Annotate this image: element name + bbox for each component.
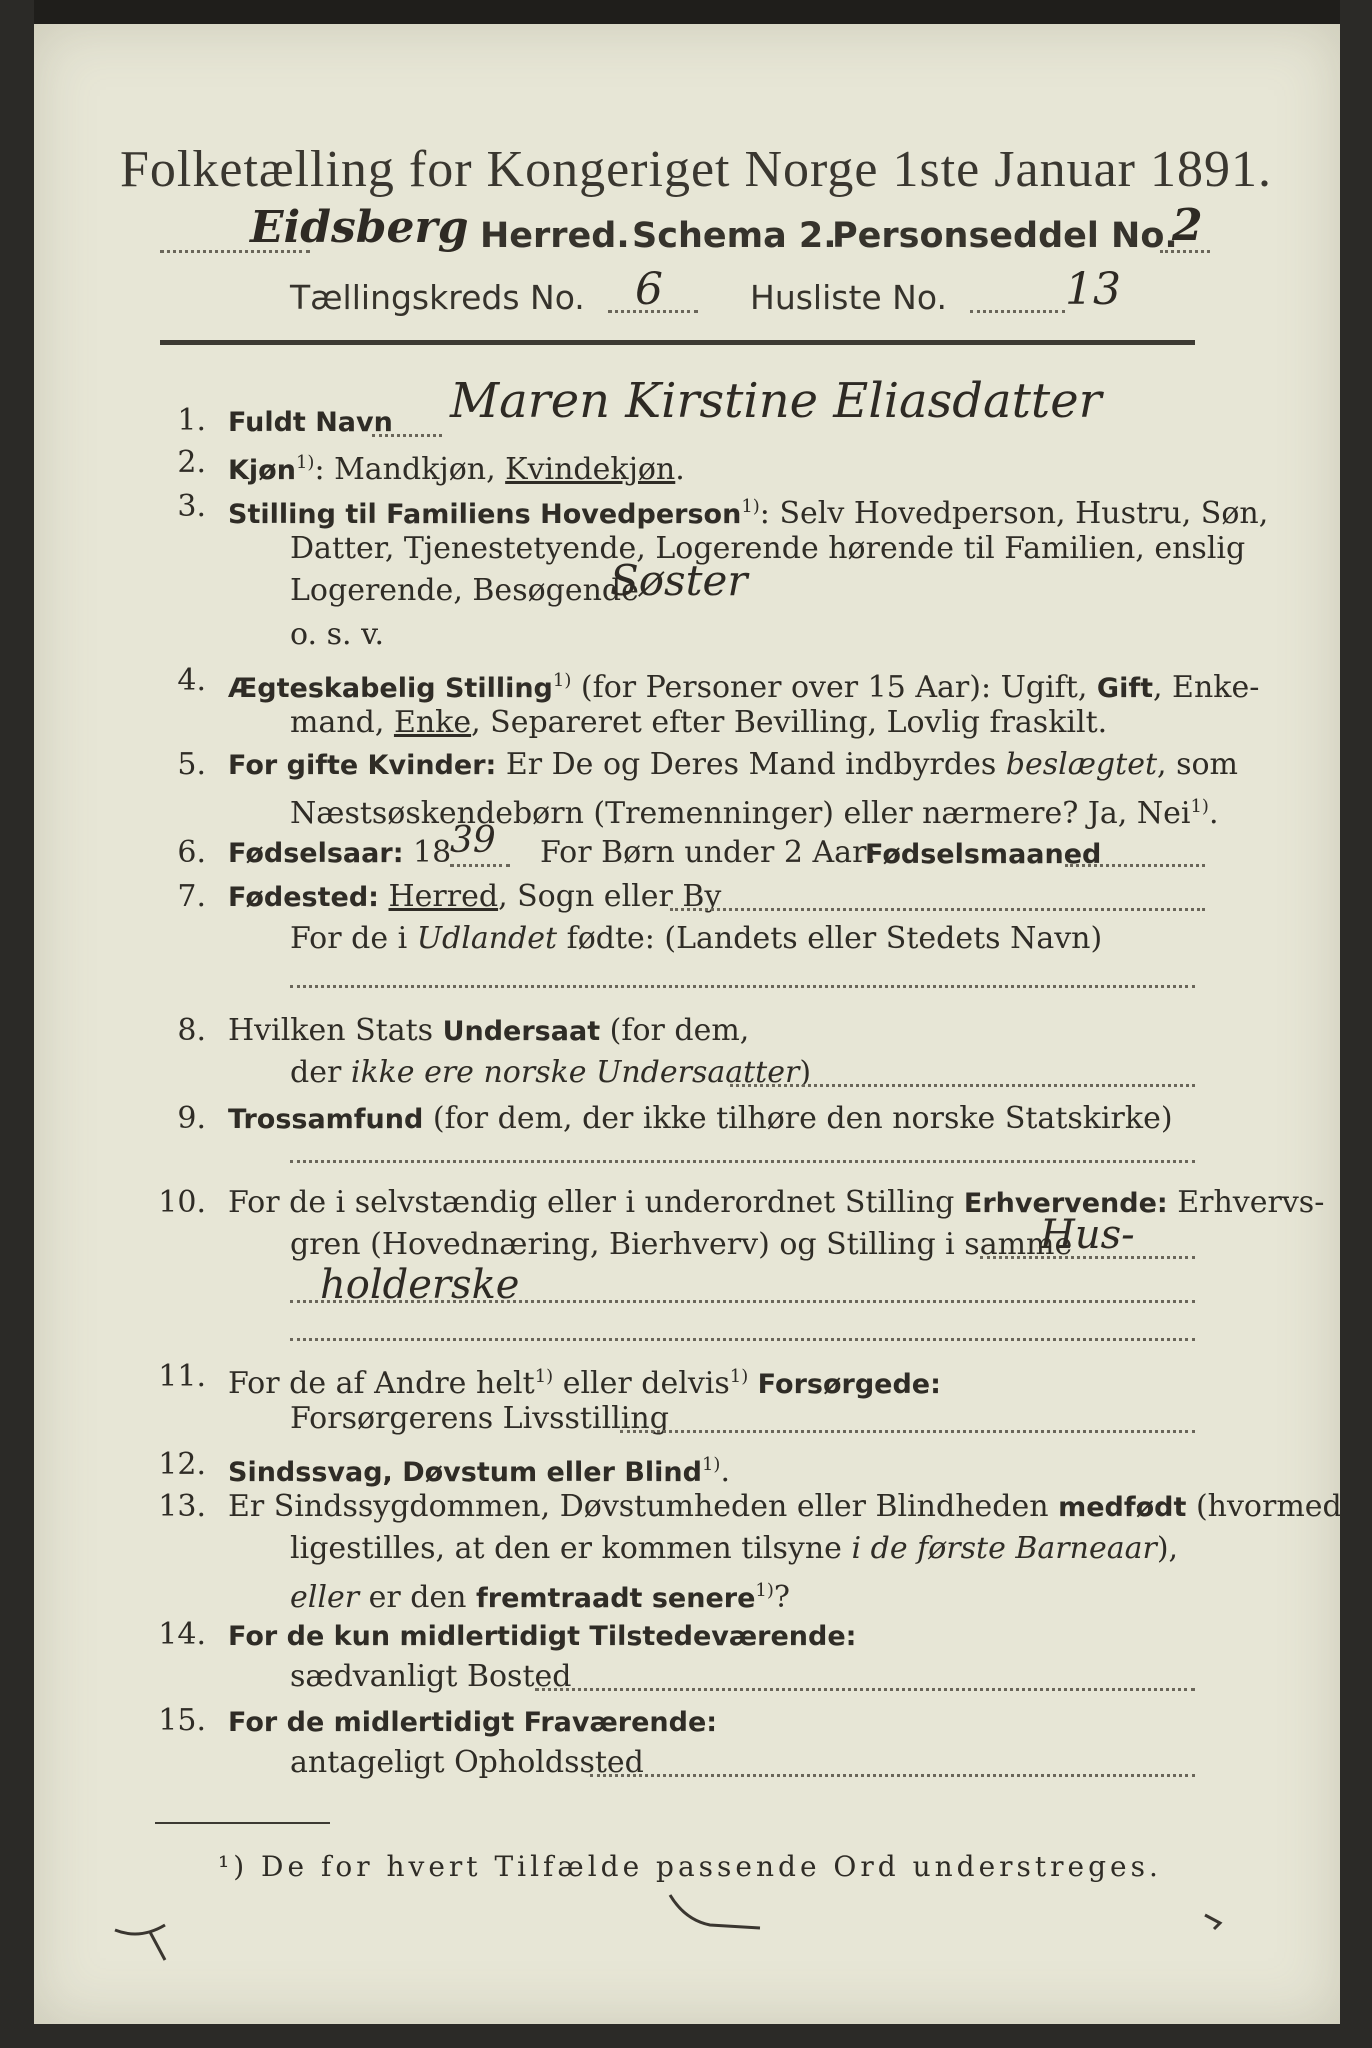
field-number: 11. xyxy=(158,1359,206,1394)
underlined-option: Kvindekjøn xyxy=(505,452,676,487)
field-label: Forsørgede: xyxy=(748,1369,941,1400)
field-11-line-2: Forsørgerens Livsstilling xyxy=(290,1401,669,1436)
field-text: For de af Andre helt xyxy=(228,1366,535,1401)
dotted-line xyxy=(590,1774,1195,1777)
field-label: Stilling til Familiens Hovedperson xyxy=(228,499,742,530)
footnote-ref: 1) xyxy=(755,1580,774,1601)
footnote-ref: 1) xyxy=(729,1366,749,1387)
field-14-line-2: sædvanligt Bosted xyxy=(290,1659,572,1694)
dotted-line xyxy=(290,1300,1195,1303)
husliste-number: 13 xyxy=(1065,264,1121,315)
field-text: Udlandet xyxy=(416,921,558,956)
field-number: 1. xyxy=(177,403,206,438)
footnote-ref: 1) xyxy=(552,670,572,691)
field-number: 10. xyxy=(158,1185,206,1220)
field-text: beslægtet xyxy=(1005,747,1157,782)
field-text: ikke ere norske Undersaatter xyxy=(350,1055,800,1090)
footnote-ref: 1) xyxy=(701,1454,721,1475)
dotted-line xyxy=(1065,864,1205,867)
field-4-line-2 xyxy=(290,702,1107,744)
full-name-handwritten: Maren Kirstine Eliasdatter xyxy=(450,373,1102,429)
footnote-marker: ¹) xyxy=(218,1850,249,1883)
field-10-line-2: gren (Hovednæring, Bierhverv) og Stilling i samme xyxy=(290,1227,1073,1262)
field-number: 8. xyxy=(177,1013,206,1048)
footnote xyxy=(218,1850,1162,1883)
dotted-line xyxy=(290,1160,1195,1163)
header-line-kreds xyxy=(290,264,1190,330)
field-label: For de kun midlertidigt Tilstedeværende: xyxy=(228,1621,857,1652)
field-text: eller xyxy=(290,1580,360,1615)
field-text: Er Sindssygdommen, Døvstumheden eller Blindheden xyxy=(228,1489,1059,1524)
field-label: medfødt xyxy=(1058,1492,1187,1523)
footnote-rule xyxy=(155,1822,330,1824)
field-label: Fødselsaar: xyxy=(228,838,404,869)
field-3-line-2: Datter, Tjenestetyende, Logerende hørende til Familien, enslig xyxy=(290,531,1246,566)
pen-mark xyxy=(1200,1905,1240,1945)
field-number: 4. xyxy=(177,663,206,698)
underlined-option: Enke xyxy=(393,705,472,740)
field-text: , Separeret efter Bevilling, Lovlig fraskilt. xyxy=(471,705,1108,740)
field-text: Er De og Deres Mand indbyrdes xyxy=(496,747,1006,782)
personseddel-number: 2 xyxy=(1172,200,1203,251)
field-text: Erhvervs- xyxy=(1167,1185,1325,1220)
husliste-label: Husliste No. xyxy=(750,278,947,317)
field-13-line-3 xyxy=(290,1570,790,1620)
field-label: Fuldt Navn xyxy=(228,407,393,438)
field-3-line-4: o. s. v. xyxy=(290,617,384,652)
field-number: 9. xyxy=(177,1101,206,1136)
footnote-text: De for hvert Tilfælde passende Ord understreges. xyxy=(248,1850,1162,1883)
field-text: . xyxy=(720,1454,731,1489)
field-number: 2. xyxy=(177,445,206,480)
field-number: 6. xyxy=(177,835,206,870)
field-3-line-3: Logerende, Besøgende xyxy=(290,573,639,608)
field-text: i de første Barneaar xyxy=(851,1531,1157,1566)
dotted-line xyxy=(535,1688,1195,1691)
field-number: 7. xyxy=(177,879,206,914)
field-text: ? xyxy=(773,1580,790,1615)
field-number: 14. xyxy=(158,1617,206,1652)
stilling-handwritten: Søster xyxy=(610,556,748,605)
field-text: er den xyxy=(359,1580,477,1615)
occupation-handwritten-1: Hus- xyxy=(1040,1212,1135,1258)
field-number: 3. xyxy=(177,489,206,524)
field-label: Sindssvag, Døvstum eller Blind xyxy=(228,1457,702,1488)
field-text: Gift xyxy=(1096,673,1153,704)
field-8-line-2 xyxy=(290,1052,811,1094)
kreds-label: Tællingskreds No. xyxy=(290,278,585,317)
field-text: For de i xyxy=(290,921,417,956)
dotted-line xyxy=(730,1084,1195,1087)
field-text: : Mandkjøn, xyxy=(314,452,506,487)
field-text: fødte: (Landets eller Stedets Navn) xyxy=(557,921,1103,956)
header-line-herred xyxy=(150,200,1210,268)
field-text: (for dem, xyxy=(600,1013,750,1048)
field-text: : Selv Hovedperson, Hustru, Søn, xyxy=(759,496,1269,531)
dotted-line xyxy=(620,1430,1195,1433)
field-text: , Enke- xyxy=(1152,670,1260,705)
field-text: ) xyxy=(799,1055,812,1090)
field-text: (hvormed xyxy=(1186,1489,1342,1524)
field-text xyxy=(379,879,389,914)
footnote-ref: 1) xyxy=(295,452,315,473)
field-15-line-2: antageligt Opholdssted xyxy=(290,1745,644,1780)
field-label: For de midlertidigt Fraværende: xyxy=(228,1707,718,1738)
birth-year-handwritten: 39 xyxy=(450,820,496,861)
field-label: Fødselsmaaned xyxy=(865,839,1102,870)
personseddel-label: Personseddel No. xyxy=(832,216,1178,256)
field-text: mand, xyxy=(290,705,394,740)
footnote-ref: 1) xyxy=(1190,796,1209,817)
field-text: (for dem, der ikke tilhøre den norske Statskirke) xyxy=(423,1101,1173,1136)
dotted-line xyxy=(450,864,510,867)
field-text: eller delvis xyxy=(553,1366,730,1401)
underlined-option: Herred xyxy=(388,879,499,914)
field-text: , Sogn eller By xyxy=(498,879,722,914)
field-label: Fødested: xyxy=(228,882,379,913)
field-text: ligestilles, at den er kommen tilsyne xyxy=(290,1531,852,1566)
field-label: Erhvervende: xyxy=(963,1188,1168,1219)
dotted-line xyxy=(290,1338,1195,1341)
field-text: , som xyxy=(1157,747,1238,782)
field-text: 18 xyxy=(403,835,452,870)
field-5-line-2 xyxy=(290,786,1219,835)
form-title: Folketælling for Kongeriget Norge 1ste Januar 1891. xyxy=(120,141,1272,198)
dotted-line xyxy=(970,310,1065,313)
field-label: Trossamfund xyxy=(228,1104,424,1135)
occupation-handwritten-2: holderske xyxy=(320,1262,520,1308)
field-number: 5. xyxy=(177,747,206,782)
dotted-line xyxy=(372,434,442,437)
field-text: (for Personer over 15 Aar): Ugift, xyxy=(571,670,1097,705)
field-text: . xyxy=(1208,796,1219,831)
footnote-ref: 1) xyxy=(534,1366,554,1387)
field-13-line-2 xyxy=(290,1528,1178,1570)
header-rule xyxy=(160,340,1195,345)
field-text: Næstsøskendebørn (Tremenninger) eller nærmere? Ja, Nei xyxy=(290,796,1191,831)
herred-handwritten: Eidsberg xyxy=(250,202,469,253)
pen-mark xyxy=(660,1890,780,1950)
field-7-line-2 xyxy=(290,918,1102,960)
field-label: Ægteskabelig Stilling xyxy=(228,673,553,704)
field-label: Undersaat xyxy=(442,1016,601,1047)
footnote-ref: 1) xyxy=(741,496,760,517)
field-text: For Børn under 2 Aar: xyxy=(540,835,877,870)
field-text: For de i selvstændig eller i underordnet Stilling xyxy=(228,1185,964,1220)
field-number: 12. xyxy=(158,1447,206,1482)
scan-edge xyxy=(34,0,1340,24)
field-label: Kjøn xyxy=(228,455,296,486)
dotted-line xyxy=(290,985,1195,988)
dotted-line xyxy=(670,908,1205,911)
schema-label: Schema 2. xyxy=(632,216,837,256)
field-label: For gifte Kvinder: xyxy=(228,750,497,781)
field-text: ), xyxy=(1156,1531,1179,1566)
field-text: . xyxy=(675,452,685,487)
herred-label: Herred. xyxy=(480,216,630,256)
field-text: der xyxy=(290,1055,351,1090)
pen-mark xyxy=(110,1900,210,1970)
field-text: Hvilken Stats xyxy=(228,1013,443,1048)
field-number: 15. xyxy=(158,1703,206,1738)
field-number: 13. xyxy=(158,1489,206,1524)
kreds-number: 6 xyxy=(635,264,663,315)
field-label: fremtraadt senere xyxy=(476,1583,756,1614)
